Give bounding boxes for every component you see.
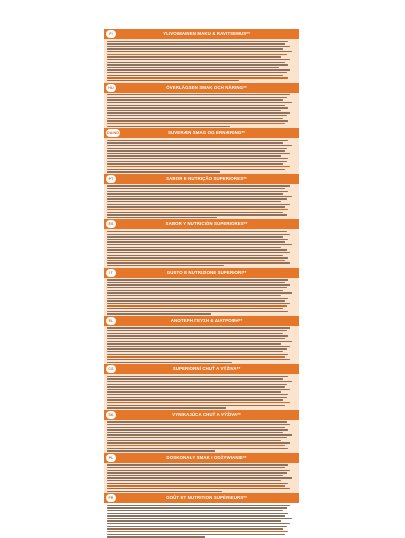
text-line [107,214,287,215]
text-line [107,510,283,511]
language-section [104,453,299,492]
text-line [107,303,290,304]
text-line [107,333,283,334]
text-line [107,217,217,218]
text-line [107,153,290,154]
text-line [107,185,290,186]
language-code-badge: IT [106,269,116,277]
text-line [107,348,287,349]
text-line [107,80,239,81]
text-line [107,206,285,207]
text-line [107,362,232,363]
text-line [107,150,285,151]
text-line [107,105,285,106]
text-line [107,193,283,194]
text-line [107,171,220,172]
text-line [107,305,287,306]
section-title: ÖVERLÄGSEN SMAK OCH NÄRING** [166,84,247,90]
text-line [107,77,288,78]
text-line [107,386,285,387]
text-line [107,41,288,42]
language-section [104,316,299,363]
text-line [107,112,290,113]
section-header [104,493,299,503]
text-line [107,526,287,527]
section-body-text [104,229,299,266]
text-line [107,335,288,336]
section-title: VYNIKAJÚCA CHUŤ A VÝŽIVA** [172,411,241,417]
text-line [107,376,288,377]
text-line [107,507,287,508]
text-line [107,97,287,98]
section-header [104,83,299,93]
text-line [107,155,281,156]
text-line [107,110,281,111]
text-line [107,356,285,357]
language-code-badge: CS [106,365,116,373]
text-line [107,351,283,352]
text-line [107,145,292,146]
text-line [107,148,287,149]
text-line [107,212,283,213]
text-line [107,445,285,446]
text-line [107,115,287,116]
text-line [107,166,290,167]
text-line [107,99,283,100]
text-line [107,354,288,355]
section-header [104,364,299,374]
text-line [107,432,283,433]
text-line [107,282,285,283]
text-line [107,346,290,347]
section-title: ΑΝΩΤΕΡΗ ΓΕΥΣΗ & ΔΙΑΤΡΟΦΗ** [170,317,243,323]
section-header [104,29,299,39]
text-line [107,54,287,55]
text-line [107,475,283,476]
text-line [107,330,287,331]
language-section [104,268,299,315]
text-line [107,491,222,492]
text-line [107,188,285,189]
text-line [107,209,288,210]
language-code-badge: SK [106,411,116,419]
text-line [107,201,281,202]
text-line [107,536,205,537]
language-section [104,83,299,127]
section-body-text [104,374,299,408]
text-line [107,241,285,242]
text-line [107,389,290,390]
text-line [107,381,292,382]
section-title: SUPERIORNÍ CHUŤ A VÝŽIVA** [172,366,241,372]
text-line [107,249,287,250]
text-line [107,260,285,261]
section-title: SABOR Y NUTRICIÓN SUPERIORES** [165,221,248,227]
text-line [107,341,292,342]
text-line [107,515,285,516]
text-line [107,464,288,465]
section-header [104,219,299,229]
text-line [107,102,292,103]
text-line [107,437,287,438]
text-line [107,126,230,127]
section-body-text [104,463,299,492]
text-line [107,513,288,514]
language-section [104,364,299,408]
text-line [107,295,281,296]
language-section [104,128,299,172]
text-line [107,191,288,192]
text-line [107,450,215,451]
text-line [107,163,283,164]
text-line [107,470,290,471]
text-line [107,397,287,398]
text-line [107,338,285,339]
text-line [107,69,290,70]
text-line [107,51,292,52]
text-line [107,472,287,473]
text-line [107,528,283,529]
text-line [107,279,288,280]
text-line [107,94,290,95]
section-body-text [104,138,299,172]
text-line [107,520,281,521]
text-line [107,421,287,422]
text-line [107,405,285,406]
text-line [107,343,281,344]
text-line [107,424,290,425]
language-section [104,493,299,537]
section-body-text [104,326,299,363]
text-line [107,480,281,481]
section-body-text [104,420,299,452]
language-code-badge: PT [106,175,116,183]
text-line [107,123,285,124]
text-line [107,231,287,232]
text-line [107,56,281,57]
text-line [107,234,290,235]
text-line [107,485,285,486]
text-line [107,518,292,519]
text-line [107,239,288,240]
text-line [107,265,224,266]
text-line [107,467,285,468]
text-line [107,284,290,285]
text-line [107,290,283,291]
label-panel [104,29,299,501]
section-header [104,316,299,326]
text-line [107,142,283,143]
language-code-badge: DA/NO [107,131,120,136]
language-section [104,219,299,266]
text-line [107,161,287,162]
text-line [107,48,283,49]
language-code-badge: FR [106,494,116,502]
section-header [104,128,299,138]
language-code-badge: FI [106,30,116,38]
section-header [104,453,299,463]
text-line [107,75,283,76]
language-code-badge: PL [106,454,116,462]
text-line [107,477,292,478]
text-line [107,488,290,489]
text-line [107,300,285,301]
text-line [107,523,290,524]
text-line [107,169,285,170]
text-line [107,287,287,288]
section-body-text [104,39,299,81]
section-title: SUVERÆN SMAG OG ERNÆRING** [167,130,245,136]
section-header [104,174,299,184]
language-code-badge: ES [106,220,116,228]
text-line [107,378,283,379]
text-line [107,384,287,385]
language-section [104,29,299,81]
language-section [104,174,299,218]
language-code-badge: EL [106,317,116,325]
text-line [107,298,288,299]
text-line [107,262,290,263]
text-line [107,252,290,253]
text-line [107,196,292,197]
text-line [107,247,281,248]
text-line [107,158,288,159]
text-line [107,204,290,205]
section-title: DOSKONAŁY SMAK I ODŻYWIANIE** [166,454,247,460]
text-line [107,255,283,256]
text-line [107,59,290,60]
section-title: GUSTO E NUTRIZIONE SUPERIORI** [166,269,247,275]
text-line [107,257,288,258]
text-line [107,402,290,403]
text-line [107,244,292,245]
text-line [107,236,283,237]
text-line [107,440,281,441]
section-body-text [104,278,299,315]
text-line [107,198,287,199]
text-line [107,394,288,395]
text-line [107,434,292,435]
section-title: YLIVOIMAINEN MAKU & RAVITSEMUS** [163,31,250,36]
text-line [107,120,288,121]
text-line [107,531,288,532]
text-line [107,118,283,119]
text-line [107,140,288,141]
text-line [107,407,226,408]
language-code-badge: HU [106,84,116,92]
text-line [107,308,283,309]
text-line [107,64,288,65]
section-body-text [104,184,299,218]
text-line [107,311,288,312]
text-line [107,448,288,449]
text-line [107,46,290,47]
text-line [107,399,283,400]
text-line [107,43,285,44]
section-header [104,410,299,420]
text-line [107,429,288,430]
section-body-text [104,93,299,127]
section-body-text [104,503,299,537]
text-line [107,292,292,293]
text-line [107,505,290,506]
text-line [107,67,279,68]
text-line [107,391,281,392]
text-line [107,483,288,484]
text-line [107,62,285,63]
text-line [107,72,287,73]
text-line [107,327,290,328]
text-line [107,313,211,314]
section-header [104,268,299,278]
text-line [107,359,290,360]
section-title: GOÛT ET NUTRITION SUPÉRIEURS** [166,495,247,501]
text-line [107,427,285,428]
text-line [107,107,288,108]
text-line [107,442,290,443]
section-title: SABOR E NUTRIÇÃO SUPERIORES** [166,175,247,181]
language-section [104,410,299,452]
text-line [107,534,285,535]
